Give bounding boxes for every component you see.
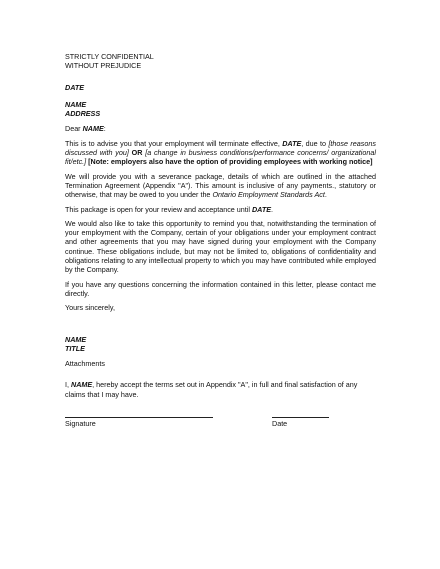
recipient-address: ADDRESS [65,109,101,119]
employment-act-title: Ontario Employment Standards Act [212,190,325,200]
salutation [65,124,376,133]
letter-date: DATE [65,82,85,92]
termination-reason-1: [those reasons discussed with you] [65,138,376,158]
termination-or: OR [128,148,146,158]
acceptance-text: , hereby accept the terms set out in Appendix "A", in full and final satisfaction of any claims that I may have. [65,380,358,399]
review-text-end: . [271,204,274,214]
severance-text-end: . [324,190,327,200]
without-prejudice-heading: WITHOUT PREJUDICE [65,61,142,71]
signature-label: Signature [65,419,96,429]
signer-name: NAME [65,334,87,344]
signer-title: TITLE [65,343,85,353]
review-date: DATE [251,204,272,214]
termination-paragraph [65,139,376,167]
severance-text: We will provide you with a severance package, details of which are outlined in the attached Termination Agreement (Appendix "A"). This amount is inclusive of any payments., statutory or otherwise, that may be owed to you under the [65,171,376,200]
termination-text: This is to advise you that your employment will terminate effective, [65,138,283,148]
obligations-paragraph: We would also like to take this opportunity to remind you that, notwithstanding the termination of your employment with the Company, certain of your obligations under your employment contract and other agreements that you may have signed during your employment with the Company continue. These obligations include, but may not be limited to, obligations of confidentiality and obligations relating to any intellectual property to which you may have contributed while employed by the Company. [65,218,376,275]
contact-paragraph: If you have any questions concerning the information contained in this letter, please contact me directly. [65,279,376,298]
salutation-prefix: Dear [65,124,83,134]
signature-line [65,417,213,418]
termination-date: DATE [282,138,302,148]
closing: Yours sincerely, [65,303,115,313]
termination-note: [Note: employers also have the option of providing employees with working notice] [86,157,373,167]
salutation-suffix: : [103,124,106,134]
date-label: Date [272,419,288,429]
salutation-name: NAME [82,124,104,134]
review-text: This package is open for your review and acceptance until [65,204,252,214]
review-paragraph [65,205,376,214]
termination-reason-2: [a change in business conditions/performance concerns/ organizational fit/etc.] [65,148,376,167]
confidential-heading: STRICTLY CONFIDENTIAL [65,52,154,61]
severance-paragraph [65,172,376,200]
date-line [272,417,329,418]
recipient-name: NAME [65,99,87,109]
attachments-label: Attachments [65,359,105,369]
acceptance-statement [65,380,376,399]
letter-body [65,52,376,437]
acceptance-name: NAME [71,380,93,390]
signature-block [65,417,376,437]
termination-text-2: , due to [301,138,329,148]
acceptance-prefix: I, [65,380,71,390]
